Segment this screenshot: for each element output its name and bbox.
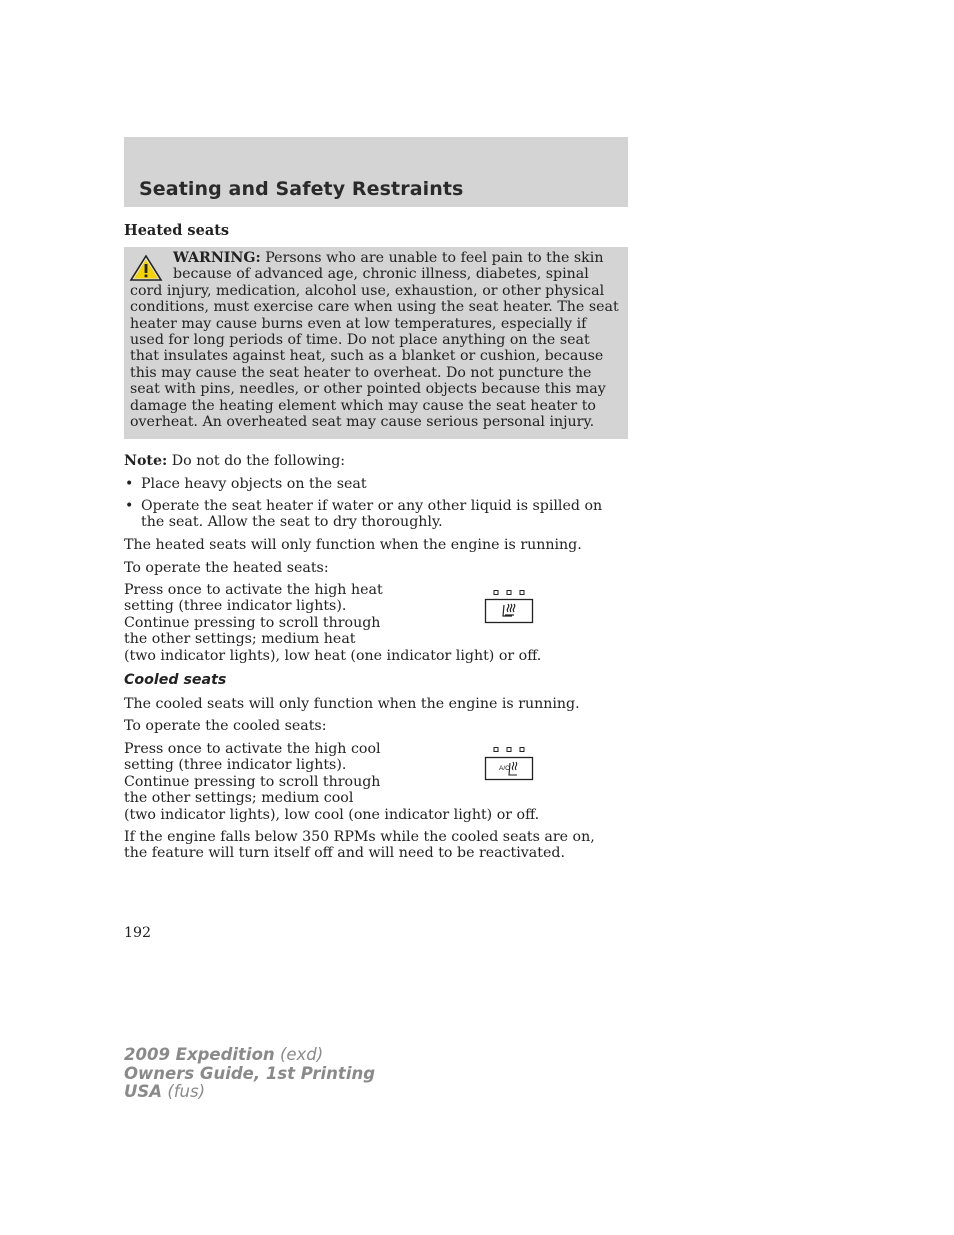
cooled-engine-text: The cooled seats will only function when the engine is running. xyxy=(124,696,580,712)
rpm-text: If the engine falls below 350 RPMs while the cooled seats are on, the feature will turn itself off and will need to be reactivated. xyxy=(124,829,595,862)
section-title: Seating and Safety Restraints xyxy=(139,178,464,200)
heated-engine-text: The heated seats will only function when the engine is running. xyxy=(124,537,582,553)
indicator-light xyxy=(507,748,511,752)
list-item: • Operate the seat heater if water or any other liquid is spilled on the seat. Allow the seat to dry thoroughly. xyxy=(125,498,603,531)
cooled-seats-heading: Cooled seats xyxy=(124,672,227,688)
heated-press-text: Press once to activate the high heat setting (three indicator lights). Continue pressing to scroll through the other settings; medium heat (two indicator lights), low heat (one indicator light) or off. xyxy=(124,582,542,664)
note-label: Note: xyxy=(124,453,168,469)
list-item: • Place heavy objects on the seat xyxy=(125,476,367,492)
warning-body: Persons who are unable to feel pain to the skin because of advanced age, chronic illness, diabetes, spinal cord injury, medication, alcohol use, exhaustion, or other physical conditions, must exercise care when using the seat heater. The seat heater may cause burns even at low temperatures, especially if used for long periods of time. Do not place anything on the seat that insulates against heat, such as a blanket or cushion, because this may cause the seat heater to overheat. Do not puncture the seat with pins, needles, or other pointed objects because this may damage the heating element which may cause the seat heater to overheat. An overheated seat may cause serious personal injury. xyxy=(130,250,619,431)
cooled-operate-text: To operate the cooled seats: xyxy=(124,718,327,734)
cooled-seat-button[interactable] xyxy=(484,745,534,783)
warning-text-block xyxy=(130,250,622,430)
footer-imprint: 2009 Expedition (exd) Owners Guide, 1st Printing USA (fus) xyxy=(124,1045,376,1101)
indicator-light xyxy=(494,748,498,752)
indicator-light xyxy=(520,748,524,752)
note-paragraph xyxy=(124,453,624,469)
note-text: Do not do the following: xyxy=(171,453,346,469)
heated-seat-button[interactable] xyxy=(484,588,534,626)
indicator-light xyxy=(494,591,498,595)
cooled-press-text: Press once to activate the high cool setting (three indicator lights). Continue pressing to scroll through the other settings; medium cool (two indicator lights), low cool (one indicator light) or off. xyxy=(124,741,540,823)
heated-seats-heading: Heated seats xyxy=(124,222,230,239)
indicator-light xyxy=(507,591,511,595)
warning-label: WARNING: xyxy=(173,250,261,266)
heated-operate-text: To operate the heated seats: xyxy=(124,560,329,576)
ac-label: A/C xyxy=(499,765,510,772)
page-number: 192 xyxy=(124,925,152,941)
indicator-light xyxy=(520,591,524,595)
